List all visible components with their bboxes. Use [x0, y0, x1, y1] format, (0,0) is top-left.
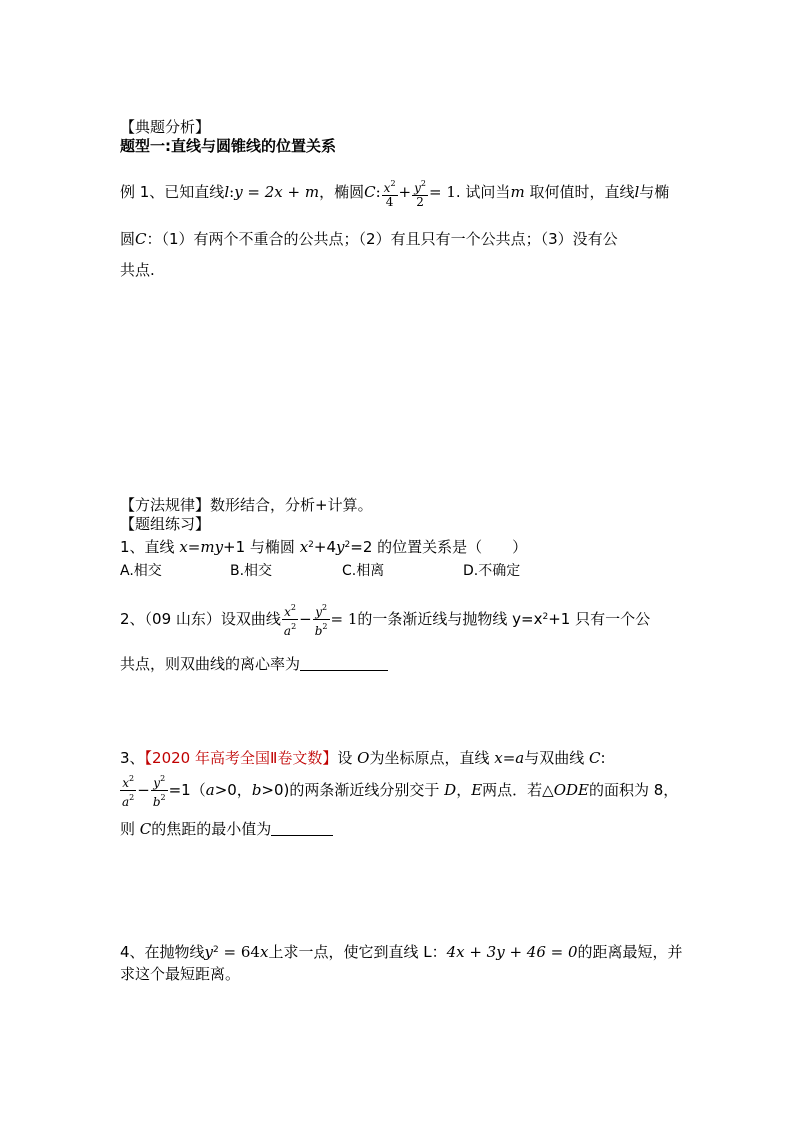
question-1-options — [120, 561, 520, 581]
question-4-line-1: 4、在抛物线$y^2 = 64x$上求一点，使它到直线 L：4x + 3y + 46 = 0的距离最短，并 — [120, 943, 683, 961]
fraction-y2-over-b2: $\frac{y^2}{b^2}$ — [152, 774, 166, 809]
question-2-line-2: 共点，则双曲线的离心率为 — [120, 654, 388, 674]
fraction-y2-over-b2: $\frac{y^2}{b^2}$ — [314, 603, 328, 638]
example-1-line-1: 例 1、已知直线l:y = 2x + m，椭圆C: $\frac{x^2}{4}$ + $\frac{y^2}{2}$ = 1. 试问当m 取何值时，直线l与椭 — [120, 178, 670, 209]
question-3-line-2: $\frac{x^2}{a^2}$ − $\frac{y^2}{b^2}$ =1（a>0，b>0)的两条渐近线分别交于 D，E两点．若△ODE的面积为 8， — [122, 774, 679, 809]
option-d: D.不确定 — [463, 563, 521, 579]
question-2-line-1: 2、（09 山东）设双曲线 $\frac{x^2}{a^2}$ − $\frac{y^2}{b^2}$ = 1的一条渐近线与抛物线 $y=x^2+1$ 只有一个公 — [120, 603, 651, 638]
example-1-line-2: 圆C：（1）有两个不重合的公共点；（2）有且只有一个公共点；（3）没有公 — [120, 230, 618, 248]
option-c: C.相离 — [342, 563, 385, 579]
fraction-x2-over-4: $\frac{x^2}{4}$ — [383, 178, 396, 209]
question-1: 1、直线 x=my+1 与椭圆 $x^2+4y^2=2$ 的位置关系是（ ） — [120, 538, 528, 556]
fraction-x2-over-a2: $\frac{x^2}{a^2}$ — [122, 774, 135, 809]
section-heading: 【典题分析】 — [120, 118, 211, 136]
fraction-y2-over-2: $\frac{y^2}{2}$ — [414, 178, 426, 209]
source-tag: 【2020 年高考全国Ⅱ卷文数】 — [144, 749, 338, 767]
option-b: B.相交 — [230, 563, 273, 579]
method-rule: 【方法规律】数形结合，分析+计算。 — [120, 496, 373, 514]
fraction-x2-over-a2: $\frac{x^2}{a^2}$ — [283, 603, 297, 638]
practice-heading: 【题组练习】 — [120, 515, 211, 533]
answer-blank[interactable] — [271, 821, 333, 836]
answer-blank[interactable] — [300, 656, 388, 671]
option-a: A.相交 — [120, 563, 162, 579]
question-4-line-2: 求这个最短距离。 — [120, 965, 241, 983]
example-1-line-3: 共点. — [120, 261, 155, 279]
question-3-line-1: 3、【2020 年高考全国Ⅱ卷文数】设 O为坐标原点，直线 x=a与双曲线 C: — [120, 749, 606, 767]
question-3-line-3: 则 C的焦距的最小值为 — [120, 819, 333, 839]
topic-title: 题型一:直线与圆锥线的位置关系 — [120, 137, 337, 155]
